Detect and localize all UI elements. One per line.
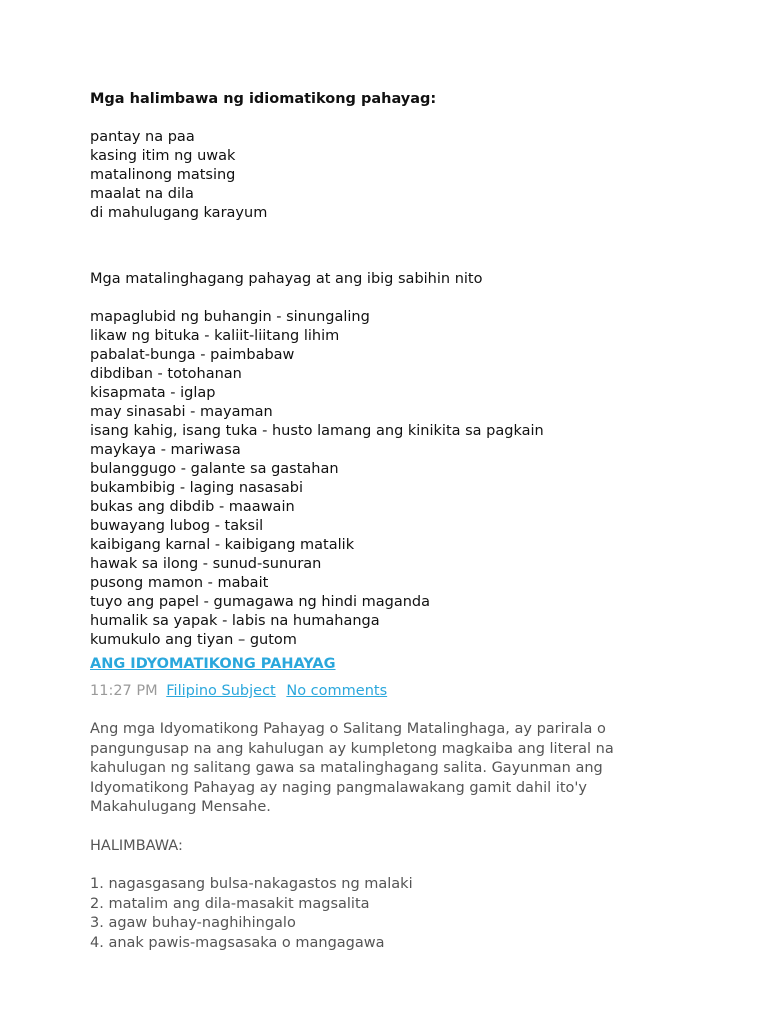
post-paragraph: Ang mga Idyomatikong Pahayag o Salitang Matalinghaga, ay parirala o pangungusap na ang kahulugan ay kumpletong magkaiba ang literal na kahulugan ng salitang gawa sa matalinghagang salita. Gayunman ang Idyomatikong Pahayag ay naging pangmalawakang gamit dahil ito'y Makahulugang Mensahe.	[90, 721, 614, 815]
idiom-item: pantay na paa	[90, 129, 195, 145]
idioms-heading: Mga halimbawa ng idiomatikong pahayag:	[90, 91, 437, 107]
example-item: 2. matalim ang dila-masakit magsalita	[90, 895, 370, 912]
idiom-item: matalinong matsing	[90, 167, 236, 183]
meanings-heading: Mga matalinghagang pahayag at ang ibig sabihin nito	[90, 271, 483, 287]
meaning-item: tuyo ang papel - gumagawa ng hindi maganda	[90, 594, 430, 610]
post-title-link[interactable]: ANG IDYOMATIKONG PAHAYAG	[90, 656, 336, 672]
document-page	[90, 90, 730, 953]
meaning-item: isang kahig, isang tuka - husto lamang ang kinikita sa pagkain	[90, 423, 544, 439]
meaning-item: bukas ang dibdib - maawain	[90, 499, 295, 515]
examples-heading: HALIMBAWA:	[90, 837, 183, 854]
meaning-item: mapaglubid ng buhangin - sinungaling	[90, 309, 370, 325]
post-meta	[90, 682, 730, 701]
meaning-item: buwayang lubog - taksil	[90, 518, 264, 534]
post-time: 11:27 PM	[90, 683, 158, 699]
examples-list	[90, 875, 650, 953]
comments-link[interactable]: No comments	[286, 683, 388, 699]
meaning-item: bukambibig - laging nasasabi	[90, 480, 304, 496]
meaning-item: bulanggugo - galante sa gastahan	[90, 461, 339, 477]
idiom-item: maalat na dila	[90, 186, 194, 202]
meaning-item: pabalat-bunga - paimbabaw	[90, 347, 295, 363]
idiom-item: di mahulugang karayum	[90, 205, 268, 221]
idioms-list	[90, 128, 730, 223]
meaning-item: maykaya - mariwasa	[90, 442, 241, 458]
idiom-item: kasing itim ng uwak	[90, 148, 236, 164]
meaning-item: humalik sa yapak - labis na humahanga	[90, 613, 380, 629]
meaning-item: dibdiban - totohanan	[90, 366, 242, 382]
meanings-list	[90, 308, 730, 650]
meaning-item: kisapmata - iglap	[90, 385, 216, 401]
meaning-item: kumukulo ang tiyan – gutom	[90, 632, 297, 648]
meaning-item: may sinasabi - mayaman	[90, 404, 273, 420]
example-item: 4. anak pawis-magsasaka o mangagawa	[90, 934, 385, 951]
meaning-item: hawak sa ilong - sunud-sunuran	[90, 556, 322, 572]
example-item: 1. nagasgasang bulsa-nakagastos ng malaki	[90, 876, 413, 892]
post-body	[90, 720, 650, 953]
meaning-item: kaibigang karnal - kaibigang matalik	[90, 537, 355, 553]
meaning-item: pusong mamon - mabait	[90, 575, 269, 591]
category-link[interactable]: Filipino Subject	[166, 683, 276, 699]
example-item: 3. agaw buhay-naghihingalo	[90, 915, 296, 931]
meaning-item: likaw ng bituka - kaliit-liitang lihim	[90, 328, 340, 344]
